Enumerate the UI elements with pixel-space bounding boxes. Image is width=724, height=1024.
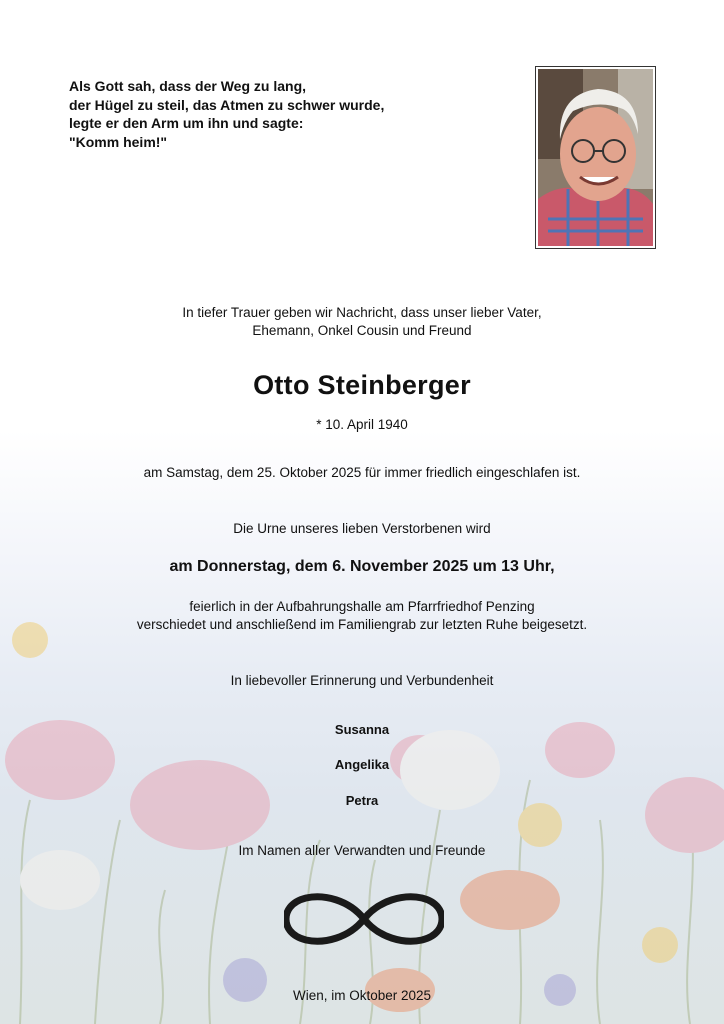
- quote-line: der Hügel zu steil, das Atmen zu schwer wurde,: [69, 96, 385, 113]
- passing-text: am Samstag, dem 25. Oktober 2025 für immer friedlich eingeschlafen ist.: [143, 465, 581, 480]
- announcement-line: Ehemann, Onkel Cousin und Freund: [252, 323, 472, 338]
- place-date: Wien, im Oktober 2025: [292, 988, 432, 1003]
- funeral-details: [0, 598, 724, 634]
- funeral-date: am Donnerstag, dem 6. November 2025 um 13 Uhr,: [169, 558, 555, 575]
- quote-line: "Komm heim!": [69, 133, 168, 150]
- funeral-intro: Die Urne unseres lieben Verstorbenen wird: [233, 521, 491, 536]
- family-line: Im Namen aller Verwandten und Freunde: [238, 843, 486, 858]
- funeral-details-line: verschiedet und anschließend im Familiengrab zur letzten Ruhe beigesetzt.: [136, 617, 588, 632]
- announcement: [0, 304, 724, 340]
- quote-line: Als Gott sah, dass der Weg zu lang,: [69, 78, 307, 94]
- remembrance-text: In liebevoller Erinnerung und Verbundenheit: [230, 673, 494, 688]
- mourner-name: Susanna: [334, 722, 390, 737]
- birth-date: * 10. April 1940: [316, 417, 408, 432]
- memorial-quote: [69, 77, 449, 151]
- funeral-details-line: feierlich in der Aufbahrungshalle am Pfarrfriedhof Penzing: [189, 599, 535, 614]
- infinity-icon: [284, 892, 444, 946]
- mourner-name: Angelika: [334, 757, 390, 772]
- announcement-line: In tiefer Trauer geben wir Nachricht, dass unser lieber Vater,: [182, 305, 542, 320]
- deceased-name: Otto Steinberger: [253, 370, 471, 400]
- portrait-photo: [535, 66, 656, 249]
- portrait-image: [538, 69, 653, 246]
- quote-line: legte er den Arm um ihn und sagte:: [69, 115, 304, 131]
- mourner-name: Petra: [345, 793, 379, 808]
